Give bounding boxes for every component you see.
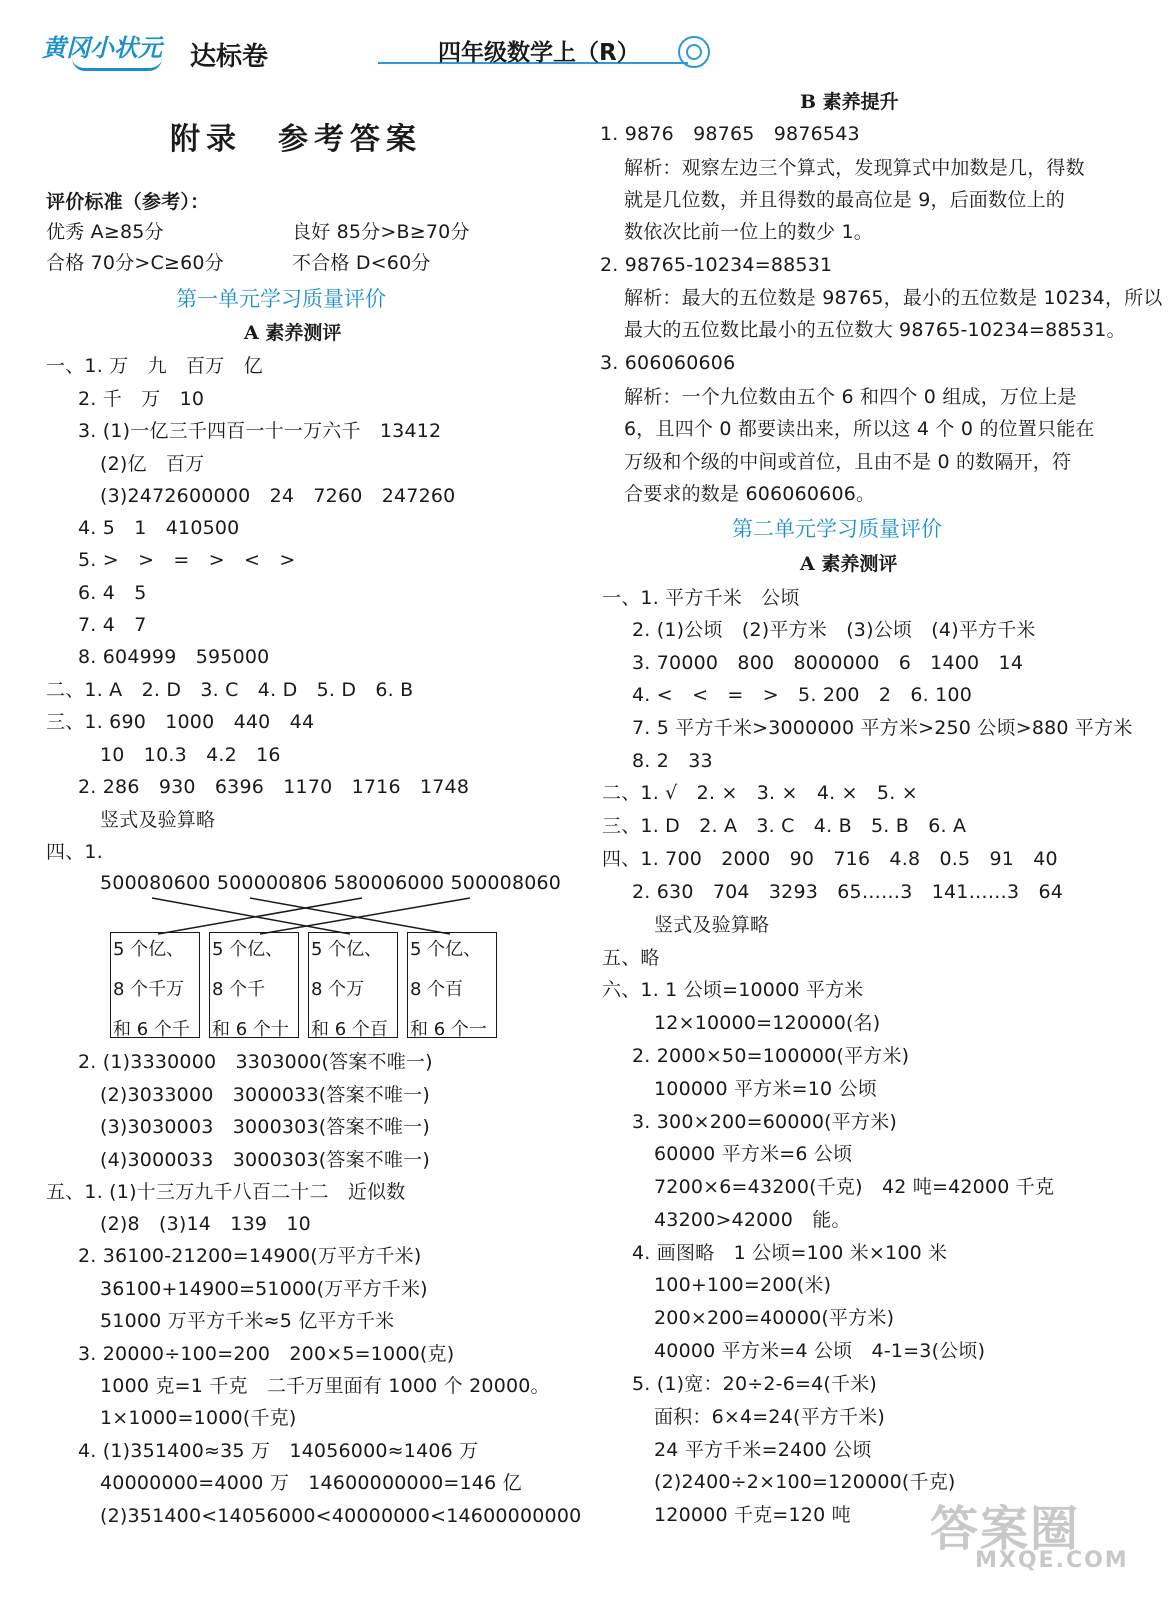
box-line: 5 个亿、: [311, 939, 383, 960]
left-answer-line: 四、1.: [46, 841, 103, 863]
right-answer-line: 六、1. 1 公顷=10000 平方米: [602, 979, 864, 1001]
box-line: 5 个亿、: [113, 939, 185, 960]
right-answer-line: 三、1. D 2. A 3. C 4. B 5. B 6. A: [602, 815, 967, 837]
match-box-4: [407, 932, 497, 1038]
box-line: 和 6 个百: [311, 1019, 388, 1040]
left-answer-line: 8. 604999 595000: [78, 646, 270, 668]
left-answer-line: 二、1. A 2. D 3. C 4. D 5. D 6. B: [46, 679, 414, 701]
box-line: 5 个亿、: [410, 939, 482, 960]
left-answer-line: 36100+14900=51000(万平方千米): [100, 1278, 428, 1300]
right-answer-line: 3. 606060606: [600, 352, 736, 374]
right-answer-line: 4. 画图略 1 公顷=100 米×100 米: [632, 1242, 948, 1264]
right-answer-line: 40000 平方米=4 公顷 4-1=3(公顷): [654, 1340, 986, 1362]
right-answer-line: 6，且四个 0 都要读出来，所以这 4 个 0 的位置只能在: [624, 418, 1095, 440]
box-line: 8 个万: [311, 979, 365, 1000]
right-answer-line: 2. (1)公顷 (2)平方米 (3)公顷 (4)平方千米: [632, 619, 1036, 641]
left-answer-line: 4. 5 1 410500: [78, 517, 240, 539]
left-answer-line: 五、1. (1)十三万九千八百二十二 近似数: [46, 1181, 406, 1203]
right-answer-line: 12×10000=120000(名): [654, 1012, 881, 1034]
watermark-logo: 答案圈: [930, 1501, 1081, 1557]
right-answer-line: 8. 2 33: [632, 750, 713, 772]
left-answer-line: 10 10.3 4.2 16: [100, 744, 281, 766]
right-answer-line: 100+100=200(米): [654, 1274, 832, 1296]
right-answer-line: 2. 2000×50=100000(平方米): [632, 1045, 910, 1067]
left-answer-line: 4. (1)351400≈35 万 14056000≈1406 万: [78, 1440, 479, 1462]
left-answer-line: 优秀 A≥85分: [46, 221, 164, 243]
left-answer-line: 2. 千 万 10: [78, 388, 205, 410]
box-line: 和 6 个一: [410, 1019, 487, 1040]
left-answer-line: 竖式及验算略: [100, 809, 216, 831]
grade-label: 四年级数学上（R）: [438, 40, 640, 66]
left-answer-line: (2)3033000 3000033(答案不唯一): [100, 1084, 430, 1106]
right-answer-line: 竖式及验算略: [654, 914, 770, 936]
right-answer-line: 24 平方千米=2400 公顷: [654, 1439, 872, 1461]
box-line: 8 个百: [410, 979, 464, 1000]
match-line-4: [260, 898, 470, 934]
unit2-section-a: A 素养测评: [800, 553, 898, 575]
unit2-title: 第二单元学习质量评价: [732, 517, 942, 541]
page-title: 附录 参考答案: [170, 122, 422, 157]
right-answer-line: 面积：6×4=24(平方千米): [654, 1406, 886, 1428]
right-answer-line: 万级和个级的中间或首位，且由不是 0 的数隔开，符: [624, 451, 1072, 473]
left-answer-line: 3. (1)一亿三千四百一十一万六千 13412: [78, 420, 442, 442]
left-answer-line: 7. 4 7: [78, 614, 147, 636]
left-answer-line: 1000 克=1 千克 二千万里面有 1000 个 20000。: [100, 1375, 550, 1397]
left-answer-line: 2. 286 930 6396 1170 1716 1748: [78, 776, 470, 798]
right-answer-line: 4. < < = > 5. 200 2 6. 100: [632, 684, 973, 706]
left-answer-line: (3)2472600000 24 7260 247260: [100, 485, 456, 507]
right-answer-line: 解析：观察左边三个算式，发现算式中加数是几，得数: [624, 157, 1085, 179]
box-line: 和 6 个十: [212, 1019, 289, 1040]
right-answer-line: 60000 平方米=6 公顷: [654, 1143, 853, 1165]
right-answer-line: 解析：最大的五位数是 98765，最小的五位数是 10234，所以: [624, 287, 1163, 309]
right-answer-line: 最大的五位数比最小的五位数大 98765-10234=88531。: [624, 319, 1126, 341]
right-answer-line: 合要求的数是 606060606。: [624, 483, 876, 505]
left-answer-line: 2. 36100-21200=14900(万平方千米): [78, 1245, 422, 1267]
left-answer-line: (2)8 (3)14 139 10: [100, 1213, 311, 1235]
right-answer-line: (2)2400÷2×100=120000(千克): [654, 1471, 956, 1493]
match-line-2: [250, 898, 450, 934]
right-answer-line: 解析：一个九位数由五个 6 和四个 0 组成，万位上是: [624, 386, 1077, 408]
right-answer-line: 四、1. 700 2000 90 716 4.8 0.5 91 40: [602, 848, 1058, 870]
right-answer-line: 五、略: [602, 947, 660, 969]
match-box-3: [308, 932, 398, 1038]
matching-lines: [100, 896, 520, 936]
right-answer-line: 一、1. 平方千米 公顷: [602, 587, 800, 609]
left-answer-line: 评价标准（参考）：: [46, 191, 210, 213]
left-answer-line: (2)亿 百万: [100, 453, 205, 475]
unit1-section-b: B 素养提升: [800, 91, 899, 113]
right-answer-line: 3. 70000 800 8000000 6 1400 14: [632, 652, 1024, 674]
brand-logo-text: 黄冈小状元: [42, 33, 162, 62]
left-answer-line: 40000000=4000 万 14600000000=146 亿: [100, 1472, 522, 1494]
left-answer-line: 51000 万平方千米≈5 亿平方千米: [100, 1310, 395, 1332]
left-answer-line: 3. 20000÷100=200 200×5=1000(克): [78, 1343, 455, 1365]
left-answer-line: 良好 85分>B≥70分: [292, 221, 470, 243]
box-line: 8 个千: [212, 979, 266, 1000]
right-answer-line: 5. (1)宽：20÷2-6=4(千米): [632, 1373, 878, 1395]
right-answer-line: 200×200=40000(平方米): [654, 1307, 895, 1329]
left-answer-line: (3)3030003 3000303(答案不唯一): [100, 1116, 430, 1138]
left-answer-line: 500080600 500000806 580006000 500008060: [100, 872, 562, 894]
match-box-2: [209, 932, 299, 1038]
right-answer-line: 数依次比前一位上的数少 1。: [624, 221, 873, 243]
left-answer-line: 三、1. 690 1000 440 44: [46, 711, 315, 733]
right-answer-line: 2. 98765-10234=88531: [600, 254, 833, 276]
left-answer-line: 5. > > = > < >: [78, 549, 296, 571]
brand-swoosh: [72, 58, 162, 71]
watermark-url: MXQE.COM: [975, 1548, 1129, 1573]
left-answer-line: 不合格 D<60分: [292, 252, 431, 274]
series-name: 达标卷: [190, 42, 269, 72]
right-answer-line: 2. 630 704 3293 65……3 141……3 64: [632, 881, 1064, 903]
box-line: 5 个亿、: [212, 939, 284, 960]
box-line: 8 个千万: [113, 979, 185, 1000]
right-answer-line: 120000 千克=120 吨: [654, 1504, 851, 1526]
right-answer-line: 1. 9876 98765 9876543: [600, 123, 860, 145]
match-box-1: [110, 932, 200, 1038]
left-answer-line: 2. (1)3330000 3303000(答案不唯一): [78, 1051, 433, 1073]
left-answer-line: 合格 70分>C≥60分: [46, 252, 224, 274]
right-answer-line: 7. 5 平方千米>3000000 平方米>250 公顷>880 平方米: [632, 717, 1133, 739]
left-answer-line: 6. 4 5: [78, 582, 147, 604]
match-line-3: [158, 898, 362, 934]
right-answer-line: 7200×6=43200(千克) 42 吨=42000 千克: [654, 1176, 1055, 1198]
spiral-icon: [678, 36, 710, 68]
box-line: 和 6 个千: [113, 1019, 190, 1040]
right-answer-line: 100000 平方米=10 公顷: [654, 1078, 877, 1100]
match-line-1: [152, 898, 350, 934]
left-answer-line: (4)3000033 3000303(答案不唯一): [100, 1149, 430, 1171]
unit1-title: 第一单元学习质量评价: [176, 287, 386, 311]
left-answer-line: 1×1000=1000(千克): [100, 1407, 297, 1429]
left-answer-line: (2)351400<14056000<40000000<14600000000: [100, 1505, 582, 1527]
right-answer-line: 3. 300×200=60000(平方米): [632, 1111, 898, 1133]
left-answer-line: 一、1. 万 九 百万 亿: [46, 355, 263, 377]
right-answer-line: 二、1. √ 2. × 3. × 4. × 5. ×: [602, 782, 918, 804]
right-answer-line: 就是几位数，并且得数的最高位是 9，后面数位上的: [624, 189, 1065, 211]
right-answer-line: 43200>42000 能。: [654, 1209, 851, 1231]
grade-banner: [378, 34, 708, 66]
unit1-section-a: A 素养测评: [244, 322, 342, 344]
